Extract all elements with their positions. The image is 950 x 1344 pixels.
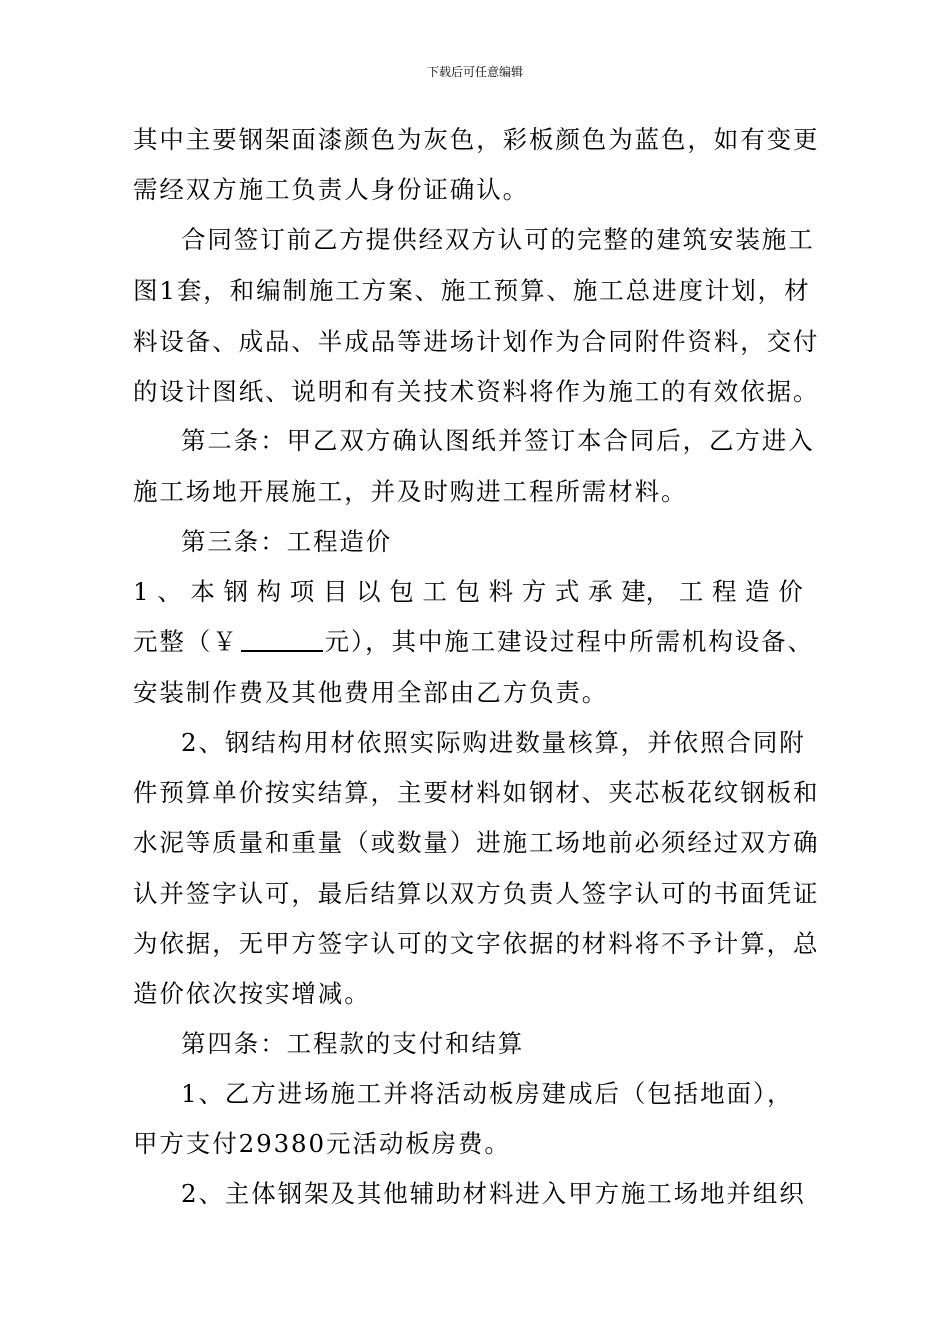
- paragraph-line: 合同签订前乙方提供经双方认可的完整的建筑安装施工: [181, 225, 815, 254]
- paragraph-line: 为依据，无甲方签字认可的文字依据的材料将不予计算，总: [133, 929, 820, 958]
- article-heading: 第四条：工程款的支付和结算: [181, 1029, 525, 1058]
- page-header: 下载后可任意编辑: [426, 65, 523, 79]
- paragraph-line: 需经双方施工负责人身份证确认。: [133, 175, 529, 204]
- paragraph-line: 其中主要钢架面漆颜色为灰色，彩板颜色为蓝色，如有变更: [133, 125, 820, 154]
- paragraph-line: 甲方支付29380元活动板房费。: [133, 1129, 511, 1158]
- paragraph-line: 图1套，和编制施工方案、施工预算、施工总进度计划，材: [133, 276, 811, 305]
- paragraph-line: 2、主体钢架及其他辅助材料进入甲方施工场地并组织: [181, 1179, 806, 1208]
- paragraph-line: 的设计图纸、说明和有关技术资料将作为施工的有效依据。: [133, 377, 820, 406]
- paragraph-line: 施工场地开展施工，并及时购进工程所需材料。: [133, 477, 688, 506]
- article-heading: 第二条：甲乙双方确认图纸并签订本合同后，乙方进入: [181, 426, 815, 455]
- paragraph-line: 件预算单价按实结算，主要材料如钢材、夹芯板花纹钢板和: [133, 778, 820, 807]
- paragraph-line: 安装制作费及其他费用全部由乙方负责。: [133, 678, 609, 707]
- paragraph-line: 造价依次按实增减。: [133, 979, 371, 1008]
- paragraph-line: 认并签字认可，最后结算以双方负责人签字认可的书面凭证: [133, 879, 820, 908]
- paragraph-line: 料设备、成品、半成品等进场计划作为合同附件资料，交付: [133, 327, 820, 356]
- amount-blank: [241, 628, 323, 652]
- paragraph-line: 水泥等质量和重量（或数量）进施工场地前必须经过双方确: [133, 828, 820, 857]
- paragraph-line: 2、钢结构用材依照实际购进数量核算，并依照合同附: [181, 728, 806, 757]
- paragraph-line-justified: 1 、 本 钢 构 项 目 以 包 工 包 料 方 式 承 建， 工 程 造 价: [133, 577, 803, 606]
- article-heading: 第三条：工程造价: [181, 527, 393, 556]
- paragraph-line-with-blank: 元整（￥ 元），其中施工建设过程中所需机构设备、: [133, 627, 814, 656]
- paragraph-line: 1、乙方进场施工并将活动板房建成后（包括地面），: [181, 1079, 794, 1108]
